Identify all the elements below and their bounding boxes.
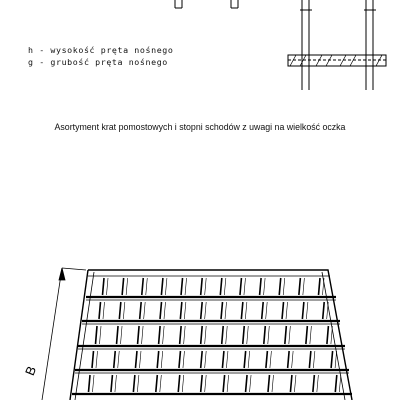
legend xyxy=(28,44,173,68)
caption: Asortyment krat pomostowych i stopni schodów z uwagi na wielkość oczka xyxy=(54,122,346,132)
dimension-label-b: B xyxy=(22,363,40,378)
bar-section-left xyxy=(175,0,238,8)
legend-g: g - grubość pręta nośnego xyxy=(28,57,168,67)
legend-h: h - wysokość pręta nośnego xyxy=(28,45,174,55)
grating-drawing xyxy=(42,268,352,400)
bar-detail-right xyxy=(288,0,386,90)
